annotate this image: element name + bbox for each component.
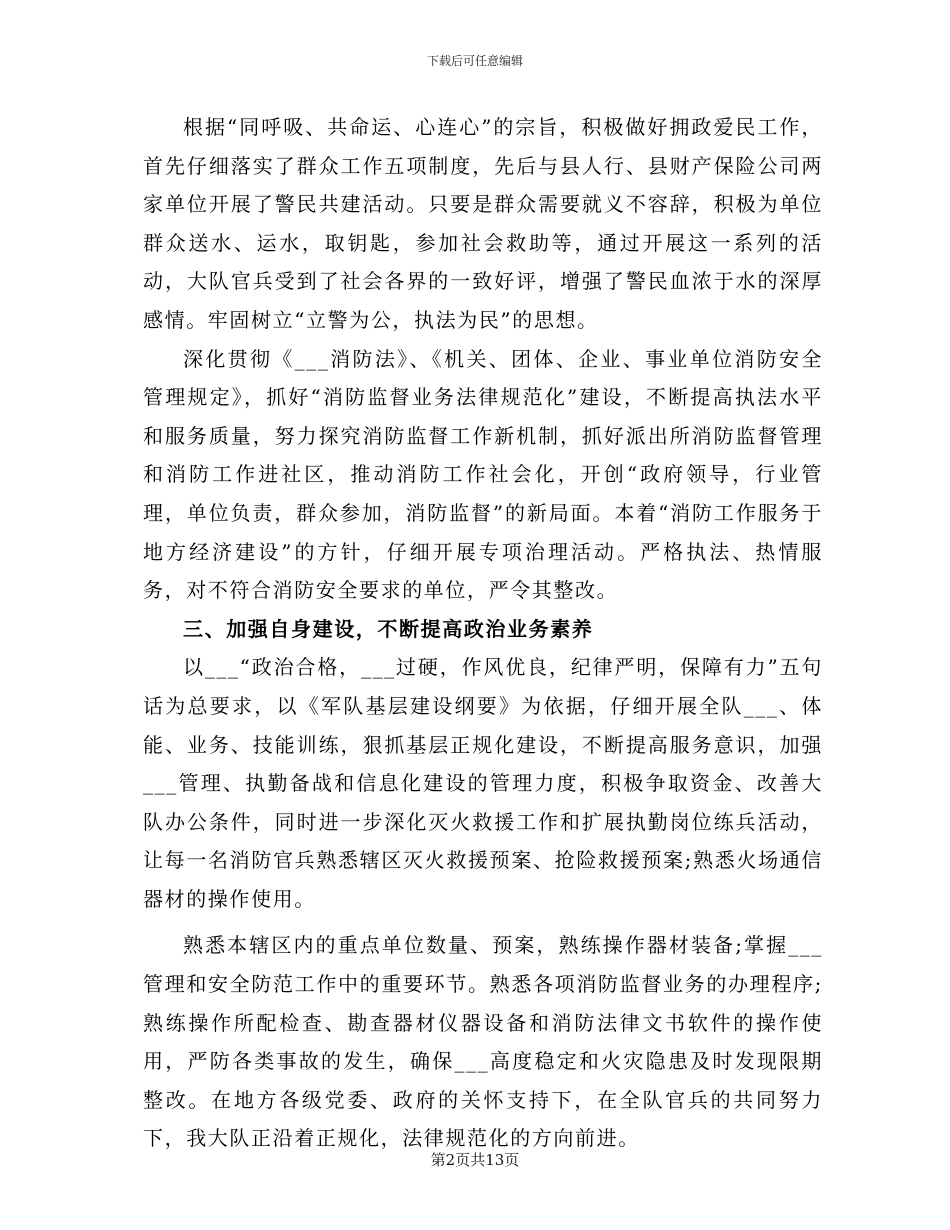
- page-footer: 第2页共13页: [430, 1151, 520, 1169]
- paragraph-2: 深化贯彻《___消防法》、《机关、团体、企业、事业单位消防安全管理规定》，抓好“消防监督业务法律规范化”建设，不断提高执法水平和服务质量，努力探究消防监督工作新机制，抓好派出所消防监督管理和消防工作进社区，推动消防工作社会化，开创“政府领导，行业管理，单位负责，群众参加，消防监督”的新局面。本着“消防工作服务于地方经济建设”的方针，仔细开展专项治理活动。严格执法、热情服务，对不符合消防安全要求的单位，严令其整改。: [143, 346, 823, 603]
- paragraph-3: 以___“政治合格，___过硬，作风优良，纪律严明，保障有力”五句话为总要求，以《军队基层建设纲要》为依据，仔细开展全队___、体能、业务、技能训练，狠抓基层正规化建设，不断提高服务意识，加强___管理、执勤备战和信息化建设的管理力度，积极争取资金、改善大队办公条件，同时进一步深化灭火救援工作和扩展执勤岗位练兵活动，让每一名消防官兵熟悉辖区灭火救援预案、抢险救援预案;熟悉火场通信器材的操作使用。: [143, 655, 823, 911]
- section-heading: 三、加强自身建设，不断提高政治业务素养: [183, 616, 594, 641]
- paragraph-1: 根据“同呼吸、共命运、心连心”的宗旨，积极做好拥政爱民工作，首先仔细落实了群众工作五项制度，先后与县人行、县财产保险公司两家单位开展了警民共建活动。只要是群众需要就义不容辞，积极为单位群众送水、运水，取钥匙，参加社会救助等，通过开展这一系列的活动，大队官兵受到了社会各界的一致好评，增强了警民血浓于水的深厚感情。牢固树立“立警为公，执法为民”的思想。: [143, 115, 823, 332]
- document-body: [143, 108, 823, 1158]
- paragraph-4: 熟悉本辖区内的重点单位数量、预案，熟练操作器材装备;掌握___管理和安全防范工作中的重要环节。熟悉各项消防监督业务的办理程序;熟练操作所配检查、勘查器材仪器设备和消防法律文书软件的操作使用，严防各类事故的发生，确保___高度稳定和火灾隐患及时发现限期整改。在地方各级党委、政府的关怀支持下，在全队官兵的共同努力下，我大队正沿着正规化，法律规范化的方向前进。: [143, 933, 823, 1151]
- page-header: 下载后可任意编辑: [426, 54, 523, 68]
